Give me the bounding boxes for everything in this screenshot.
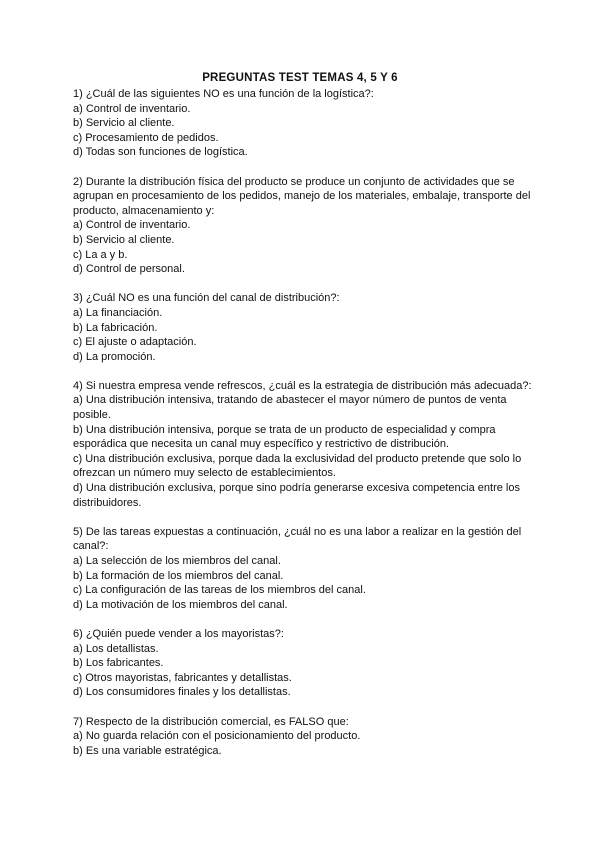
option-b: b) Los fabricantes. — [73, 657, 164, 670]
question-stem: 1) ¿Cuál de las siguientes NO es una función de la logística?: — [73, 88, 374, 100]
option-c: c) Una distribución exclusiva, porque dada la exclusividad del producto pretende que solo lo ofrezcan un número muy selecto de establecimientos. — [73, 452, 522, 480]
option-a: a) Control de inventario. — [73, 219, 191, 232]
option-d: d) Control de personal. — [73, 263, 185, 276]
question-stem: 5) De las tareas expuestas a continuación, ¿cuál no es una labor a realizar en la gestión del canal?: — [73, 525, 522, 553]
option-b: b) Servicio al cliente. — [73, 117, 175, 130]
option-a: a) Una distribución intensiva, tratando de abastecer el mayor número de puntos de venta posible. — [73, 394, 507, 422]
option-a: a) Control de inventario. — [73, 102, 191, 115]
question-6 — [73, 627, 535, 700]
option-d: d) Una distribución exclusiva, porque sino podría generarse excesiva competencia entre los distribuidores. — [73, 482, 520, 509]
option-b: b) Es una variable estratégica. — [73, 744, 222, 757]
document-title: PREGUNTAS TEST TEMAS 4, 5 Y 6 — [202, 72, 398, 84]
option-a: a) La selección de los miembros del canal. — [73, 555, 281, 567]
option-d: d) La motivación de los miembros del canal. — [73, 598, 288, 611]
option-d: d) Los consumidores finales y los detallistas. — [73, 686, 291, 699]
option-a: a) No guarda relación con el posicionamiento del producto. — [73, 730, 361, 743]
option-a: a) La financiación. — [73, 306, 163, 319]
option-c: c) El ajuste o adaptación. — [73, 336, 197, 349]
question-3 — [73, 291, 535, 364]
question-stem: 3) ¿Cuál NO es una función del canal de distribución?: — [73, 292, 340, 305]
option-b: b) Servicio al cliente. — [73, 233, 175, 246]
question-7 — [73, 715, 535, 759]
option-b: b) Una distribución intensiva, porque se trata de un producto de especialidad y compra esporádica que necesita un canal muy específico y restrictivo de distribución. — [73, 423, 496, 451]
option-c: c) Procesamiento de pedidos. — [73, 131, 219, 144]
option-d: d) Todas son funciones de logística. — [73, 146, 248, 159]
option-a: a) Los detallistas. — [73, 642, 159, 655]
option-b: b) La formación de los miembros del canal. — [73, 569, 284, 582]
question-stem: 2) Durante la distribución física del producto se produce un conjunto de actividades que se agrupan en procesamiento de los pedidos, manejo de los materiales, embalaje, transporte del producto, almacenamiento y: — [73, 175, 531, 217]
option-c: c) La configuración de las tareas de los miembros del canal. — [73, 584, 366, 597]
question-5 — [73, 525, 535, 613]
question-stem: 7) Respecto de la distribución comercial, es FALSO que: — [73, 715, 349, 728]
question-4 — [73, 379, 535, 510]
question-1 — [73, 87, 535, 160]
option-b: b) La fabricación. — [73, 321, 158, 334]
question-stem: 6) ¿Quién puede vender a los mayoristas?: — [73, 627, 284, 640]
question-2 — [73, 175, 535, 277]
option-c: c) Otros mayoristas, fabricantes y detallistas. — [73, 671, 292, 684]
question-list — [73, 87, 535, 773]
option-d: d) La promoción. — [73, 350, 156, 363]
option-c: c) La a y b. — [73, 248, 128, 261]
question-stem: 4) Si nuestra empresa vende refrescos, ¿cuál es la estrategia de distribución más adecuada?: — [73, 379, 532, 392]
